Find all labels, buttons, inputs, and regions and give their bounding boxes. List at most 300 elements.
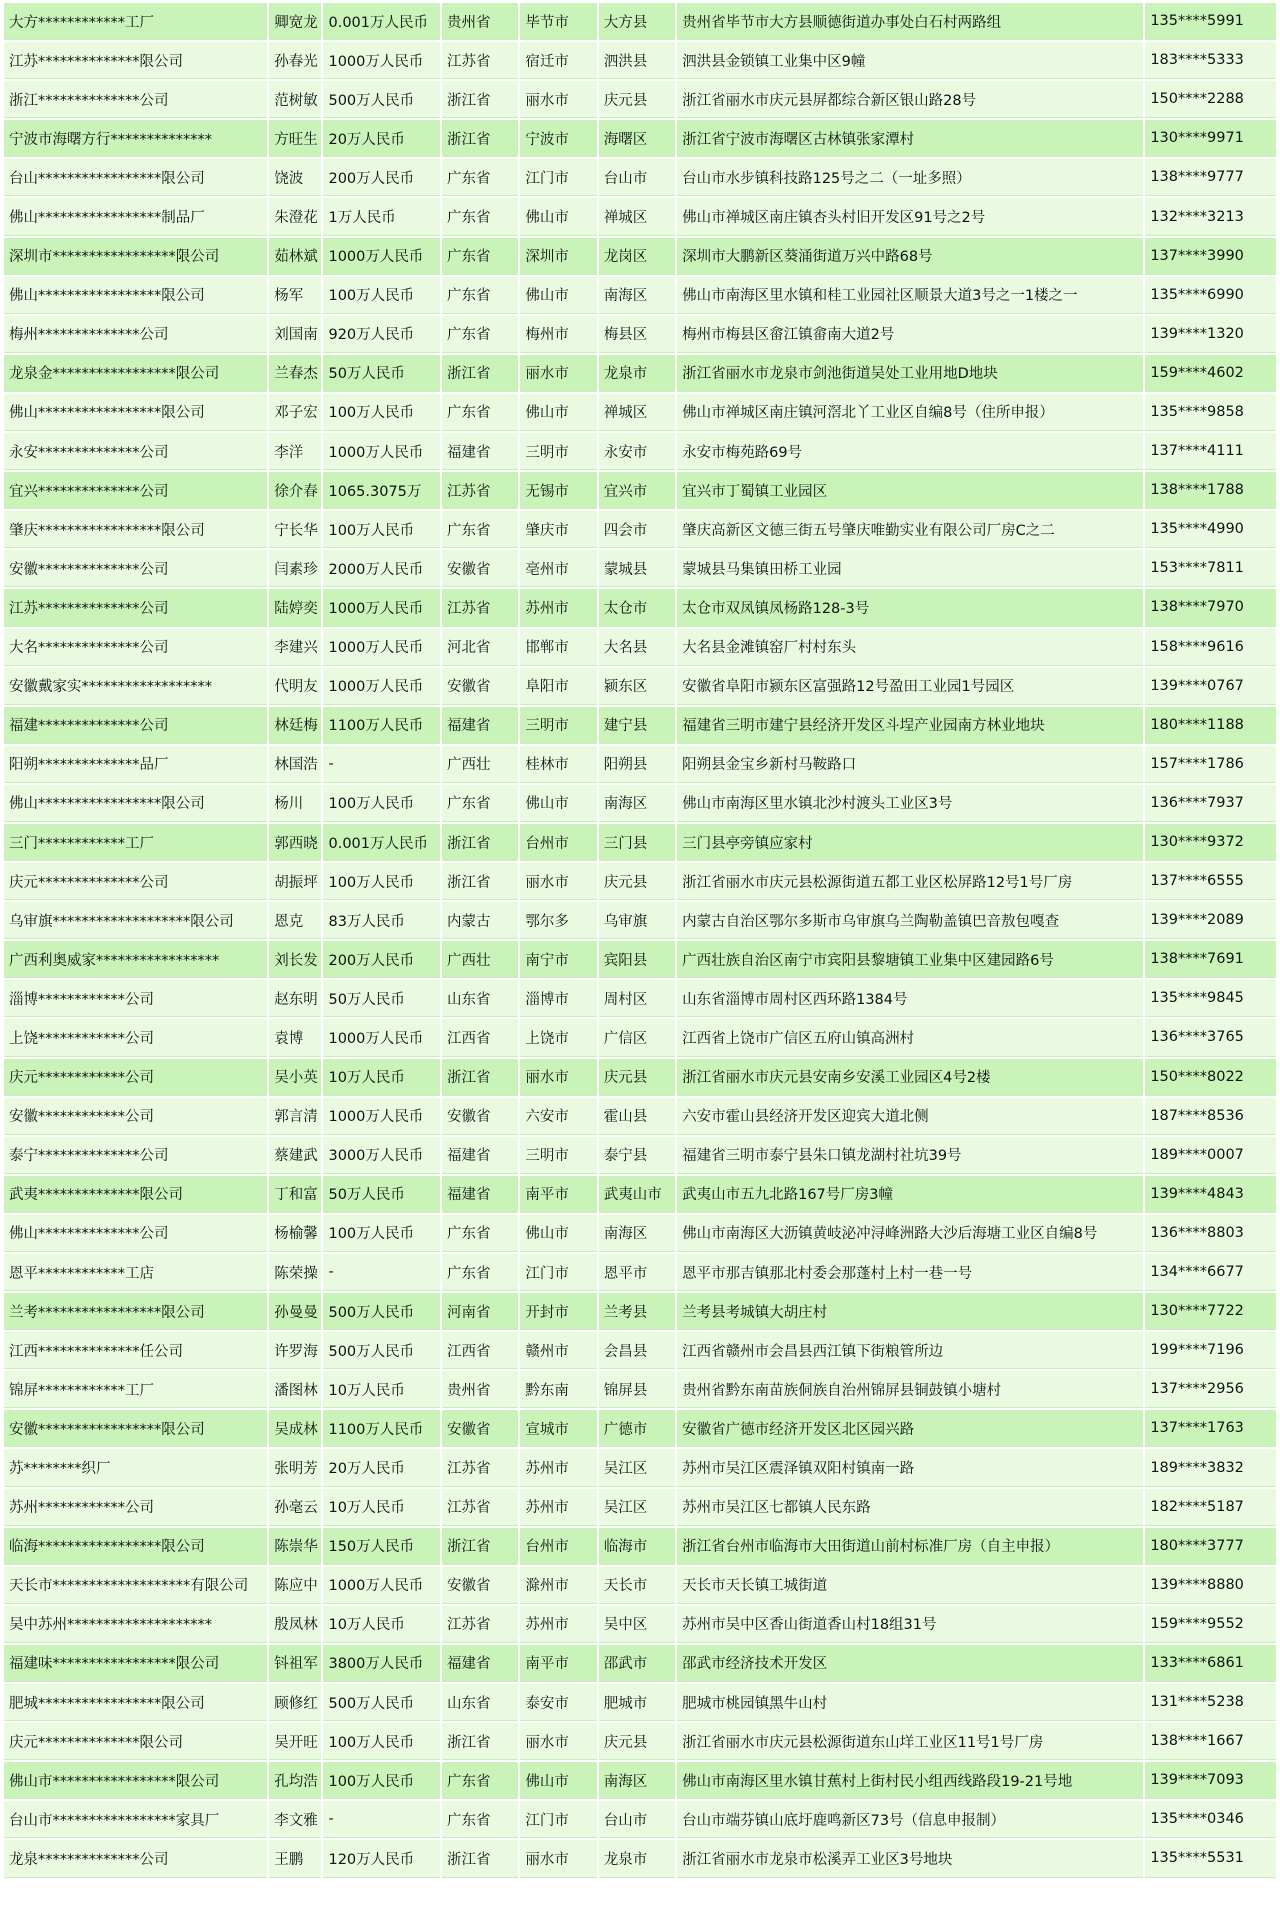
province-cell: 浙江省 — [442, 120, 518, 157]
province-cell: 浙江省 — [442, 81, 518, 118]
address-cell: 福建省三明市建宁县经济开发区斗埕产业园南方林业地块 — [677, 707, 1143, 744]
legal-person-cell: 吴成林 — [269, 1410, 321, 1447]
province-cell: 山东省 — [442, 980, 518, 1017]
table-row — [4, 394, 1276, 431]
company-name-cell: 佛山**************公司 — [4, 1215, 267, 1252]
address-cell: 梅州市梅县区畲江镇畲南大道2号 — [677, 316, 1143, 353]
city-cell: 佛山市 — [520, 1215, 596, 1252]
legal-person-cell: 陈应中 — [269, 1567, 321, 1604]
address-cell: 恩平市那吉镇那北村委会那蓬村上村一巷一号 — [677, 1254, 1143, 1291]
address-cell: 浙江省丽水市庆元县屏都综合新区银山路28号 — [677, 81, 1143, 118]
legal-person-cell: 李建兴 — [269, 629, 321, 666]
city-cell: 三明市 — [520, 433, 596, 470]
city-cell: 南宁市 — [520, 941, 596, 978]
city-cell: 鄂尔多 — [520, 902, 596, 939]
company-name-cell: 江苏**************公司 — [4, 589, 267, 626]
company-name-cell: 庆元************公司 — [4, 1059, 267, 1096]
table-row — [4, 1762, 1276, 1799]
province-cell: 福建省 — [442, 433, 518, 470]
company-name-cell: 梅州**************公司 — [4, 316, 267, 353]
province-cell: 江西省 — [442, 1332, 518, 1369]
phone-cell: 158****9616 — [1145, 629, 1276, 666]
address-cell: 泗洪县金锁镇工业集中区9幢 — [677, 42, 1143, 79]
table-row — [4, 1371, 1276, 1408]
legal-person-cell: 兰春杰 — [269, 355, 321, 392]
company-name-cell: 宜兴**************公司 — [4, 472, 267, 509]
city-cell: 南平市 — [520, 1645, 596, 1682]
company-name-cell: 阳朔**************品厂 — [4, 746, 267, 783]
city-cell: 亳州市 — [520, 550, 596, 587]
county-cell: 锦屏县 — [599, 1371, 675, 1408]
legal-person-cell: 钭祖军 — [269, 1645, 321, 1682]
phone-cell: 180****3777 — [1145, 1528, 1276, 1565]
address-cell: 三门县亭旁镇应家村 — [677, 824, 1143, 861]
city-cell: 桂林市 — [520, 746, 596, 783]
company-name-cell: 乌审旗*******************限公司 — [4, 902, 267, 939]
table-row — [4, 472, 1276, 509]
registered-capital-cell: - — [323, 1254, 440, 1291]
company-name-cell: 淄博************公司 — [4, 980, 267, 1017]
county-cell: 台山市 — [599, 1801, 675, 1838]
city-cell: 佛山市 — [520, 785, 596, 822]
province-cell: 安徽省 — [442, 1410, 518, 1447]
registered-capital-cell: 100万人民币 — [323, 863, 440, 900]
county-cell: 兰考县 — [599, 1293, 675, 1330]
phone-cell: 138****7691 — [1145, 941, 1276, 978]
city-cell: 滁州市 — [520, 1567, 596, 1604]
table-row — [4, 550, 1276, 587]
registered-capital-cell: 920万人民币 — [323, 316, 440, 353]
phone-cell: 139****1320 — [1145, 316, 1276, 353]
phone-cell: 130****7722 — [1145, 1293, 1276, 1330]
address-cell: 苏州市吴中区香山街道香山村18组31号 — [677, 1606, 1143, 1643]
registered-capital-cell: 100万人民币 — [323, 1215, 440, 1252]
legal-person-cell: 徐介春 — [269, 472, 321, 509]
legal-person-cell: 方旺生 — [269, 120, 321, 157]
county-cell: 龙泉市 — [599, 355, 675, 392]
city-cell: 三明市 — [520, 707, 596, 744]
city-cell: 淄博市 — [520, 980, 596, 1017]
county-cell: 太仓市 — [599, 589, 675, 626]
phone-cell: 137****6555 — [1145, 863, 1276, 900]
company-name-cell: 肥城*****************限公司 — [4, 1684, 267, 1721]
registered-capital-cell: 10万人民币 — [323, 1606, 440, 1643]
company-name-cell: 台山*****************限公司 — [4, 159, 267, 196]
phone-cell: 135****0346 — [1145, 1801, 1276, 1838]
province-cell: 福建省 — [442, 707, 518, 744]
registered-capital-cell: 500万人民币 — [323, 1293, 440, 1330]
province-cell: 福建省 — [442, 1176, 518, 1213]
county-cell: 永安市 — [599, 433, 675, 470]
county-cell: 海曙区 — [599, 120, 675, 157]
registered-capital-cell: 20万人民币 — [323, 120, 440, 157]
phone-cell: 136****7937 — [1145, 785, 1276, 822]
registered-capital-cell: 1000万人民币 — [323, 589, 440, 626]
legal-person-cell: 陆婷奕 — [269, 589, 321, 626]
county-cell: 龙泉市 — [599, 1840, 675, 1877]
city-cell: 赣州市 — [520, 1332, 596, 1369]
legal-person-cell: 邓子宏 — [269, 394, 321, 431]
province-cell: 贵州省 — [442, 1371, 518, 1408]
city-cell: 丽水市 — [520, 863, 596, 900]
phone-cell: 180****1188 — [1145, 707, 1276, 744]
table-row — [4, 1059, 1276, 1096]
table-row — [4, 980, 1276, 1017]
county-cell: 庆元县 — [599, 1059, 675, 1096]
address-cell: 佛山市禅城区南庄镇河滘北丫工业区自编8号（住所申报） — [677, 394, 1143, 431]
registered-capital-cell: 50万人民币 — [323, 355, 440, 392]
county-cell: 吴江区 — [599, 1489, 675, 1526]
registered-capital-cell: 10万人民币 — [323, 1371, 440, 1408]
company-name-cell: 佛山*****************限公司 — [4, 394, 267, 431]
registered-capital-cell: 1000万人民币 — [323, 433, 440, 470]
county-cell: 阳朔县 — [599, 746, 675, 783]
table-row — [4, 746, 1276, 783]
legal-person-cell: 孙春光 — [269, 42, 321, 79]
table-row — [4, 81, 1276, 118]
city-cell: 梅州市 — [520, 316, 596, 353]
table-row — [4, 120, 1276, 157]
legal-person-cell: 孔均浩 — [269, 1762, 321, 1799]
table-row — [4, 707, 1276, 744]
province-cell: 安徽省 — [442, 550, 518, 587]
registered-capital-cell: 1000万人民币 — [323, 42, 440, 79]
city-cell: 江门市 — [520, 1801, 596, 1838]
address-cell: 邵武市经济技术开发区 — [677, 1645, 1143, 1682]
city-cell: 江门市 — [520, 159, 596, 196]
address-cell: 浙江省丽水市庆元县松源街道五都工业区松屏路12号1号厂房 — [677, 863, 1143, 900]
registered-capital-cell: 100万人民币 — [323, 1762, 440, 1799]
legal-person-cell: 杨榆馨 — [269, 1215, 321, 1252]
legal-person-cell: 孙毫云 — [269, 1489, 321, 1526]
registered-capital-cell: 50万人民币 — [323, 980, 440, 1017]
company-name-cell: 佛山*****************限公司 — [4, 277, 267, 314]
province-cell: 广东省 — [442, 159, 518, 196]
address-cell: 苏州市吴江区震泽镇双阳村镇南一路 — [677, 1449, 1143, 1486]
legal-person-cell: 孙曼曼 — [269, 1293, 321, 1330]
city-cell: 台州市 — [520, 824, 596, 861]
address-cell: 肥城市桃园镇黑牛山村 — [677, 1684, 1143, 1721]
county-cell: 禅城区 — [599, 394, 675, 431]
registered-capital-cell: 1万人民币 — [323, 198, 440, 235]
registered-capital-cell: 1000万人民币 — [323, 1567, 440, 1604]
city-cell: 肇庆市 — [520, 511, 596, 548]
province-cell: 浙江省 — [442, 863, 518, 900]
county-cell: 大方县 — [599, 3, 675, 40]
company-name-cell: 上饶************公司 — [4, 1019, 267, 1056]
company-name-cell: 福建味*****************限公司 — [4, 1645, 267, 1682]
registered-capital-cell: 150万人民币 — [323, 1528, 440, 1565]
phone-cell: 136****3765 — [1145, 1019, 1276, 1056]
city-cell: 邯郸市 — [520, 629, 596, 666]
province-cell: 河北省 — [442, 629, 518, 666]
address-cell: 江西省上饶市广信区五府山镇高洲村 — [677, 1019, 1143, 1056]
county-cell: 南海区 — [599, 277, 675, 314]
company-name-cell: 永安**************公司 — [4, 433, 267, 470]
legal-person-cell: 潘图林 — [269, 1371, 321, 1408]
registered-capital-cell: 120万人民币 — [323, 1840, 440, 1877]
address-cell: 台山市端芬镇山底圩鹿鸣新区73号（信息申报制） — [677, 1801, 1143, 1838]
table-row — [4, 42, 1276, 79]
province-cell: 广西壮 — [442, 746, 518, 783]
city-cell: 佛山市 — [520, 394, 596, 431]
company-name-cell: 苏州************公司 — [4, 1489, 267, 1526]
company-name-cell: 天长市*******************有限公司 — [4, 1567, 267, 1604]
company-name-cell: 兰考*****************限公司 — [4, 1293, 267, 1330]
city-cell: 三明市 — [520, 1137, 596, 1174]
phone-cell: 182****5187 — [1145, 1489, 1276, 1526]
table-row — [4, 1410, 1276, 1447]
province-cell: 贵州省 — [442, 3, 518, 40]
county-cell: 南海区 — [599, 1215, 675, 1252]
address-cell: 山东省淄博市周村区西环路1384号 — [677, 980, 1143, 1017]
table-row — [4, 1137, 1276, 1174]
county-cell: 临海市 — [599, 1528, 675, 1565]
registered-capital-cell: 2000万人民币 — [323, 550, 440, 587]
legal-person-cell: 张明芳 — [269, 1449, 321, 1486]
province-cell: 广东省 — [442, 1215, 518, 1252]
table-row — [4, 1645, 1276, 1682]
city-cell: 无锡市 — [520, 472, 596, 509]
address-cell: 肇庆高新区文德三街五号肇庆唯勤实业有限公司厂房C之二 — [677, 511, 1143, 548]
legal-person-cell: 胡振坪 — [269, 863, 321, 900]
phone-cell: 135****9858 — [1145, 394, 1276, 431]
county-cell: 吴江区 — [599, 1449, 675, 1486]
legal-person-cell: 郭西晓 — [269, 824, 321, 861]
registered-capital-cell: 100万人民币 — [323, 785, 440, 822]
company-name-cell: 安徽************公司 — [4, 1098, 267, 1135]
province-cell: 安徽省 — [442, 1567, 518, 1604]
registered-capital-cell: 10万人民币 — [323, 1059, 440, 1096]
company-name-cell: 安徽*****************限公司 — [4, 1410, 267, 1447]
province-cell: 河南省 — [442, 1293, 518, 1330]
legal-person-cell: 恩克 — [269, 902, 321, 939]
registered-capital-cell: 1065.3075万 — [323, 472, 440, 509]
legal-person-cell: 刘长发 — [269, 941, 321, 978]
registered-capital-cell: 10万人民币 — [323, 1489, 440, 1526]
county-cell: 泗洪县 — [599, 42, 675, 79]
city-cell: 丽水市 — [520, 355, 596, 392]
legal-person-cell: 吴小英 — [269, 1059, 321, 1096]
city-cell: 丽水市 — [520, 1840, 596, 1877]
registered-capital-cell: 50万人民币 — [323, 1176, 440, 1213]
city-cell: 苏州市 — [520, 1449, 596, 1486]
legal-person-cell: 闫素珍 — [269, 550, 321, 587]
company-name-cell: 武夷**************限公司 — [4, 1176, 267, 1213]
registered-capital-cell: 200万人民币 — [323, 159, 440, 196]
legal-person-cell: 郭言清 — [269, 1098, 321, 1135]
table-row — [4, 824, 1276, 861]
phone-cell: 130****9971 — [1145, 120, 1276, 157]
county-cell: 大名县 — [599, 629, 675, 666]
county-cell: 四会市 — [599, 511, 675, 548]
province-cell: 安徽省 — [442, 1098, 518, 1135]
phone-cell: 137****2956 — [1145, 1371, 1276, 1408]
address-cell: 佛山市南海区大沥镇黄岐泌冲浔峰洲路大沙后海塘工业区自编8号 — [677, 1215, 1143, 1252]
table-row — [4, 238, 1276, 275]
phone-cell: 135****5531 — [1145, 1840, 1276, 1877]
company-name-cell: 安徽戴家实****************** — [4, 668, 267, 705]
registered-capital-cell: 500万人民币 — [323, 1332, 440, 1369]
address-cell: 兰考县考城镇大胡庄村 — [677, 1293, 1143, 1330]
table-row — [4, 941, 1276, 978]
phone-cell: 157****1786 — [1145, 746, 1276, 783]
province-cell: 江苏省 — [442, 589, 518, 626]
legal-person-cell: 林国浩 — [269, 746, 321, 783]
address-cell: 广西壮族自治区南宁市宾阳县黎塘镇工业集中区建园路6号 — [677, 941, 1143, 978]
legal-person-cell: 赵东明 — [269, 980, 321, 1017]
registered-capital-cell: 1000万人民币 — [323, 629, 440, 666]
province-cell: 浙江省 — [442, 355, 518, 392]
company-name-cell: 庆元**************限公司 — [4, 1723, 267, 1760]
city-cell: 开封市 — [520, 1293, 596, 1330]
registered-capital-cell: 1100万人民币 — [323, 1410, 440, 1447]
registered-capital-cell: 200万人民币 — [323, 941, 440, 978]
legal-person-cell: 林廷梅 — [269, 707, 321, 744]
phone-cell: 135****5991 — [1145, 3, 1276, 40]
table-row — [4, 902, 1276, 939]
company-name-cell: 龙泉**************公司 — [4, 1840, 267, 1877]
company-name-cell: 安徽**************公司 — [4, 550, 267, 587]
address-cell: 佛山市禅城区南庄镇杏头村旧开发区91号之2号 — [677, 198, 1143, 235]
address-cell: 贵州省黔东南苗族侗族自治州锦屏县铜鼓镇小塘村 — [677, 1371, 1143, 1408]
address-cell: 永安市梅苑路69号 — [677, 433, 1143, 470]
address-cell: 阳朔县金宝乡新村马鞍路口 — [677, 746, 1143, 783]
county-cell: 宾阳县 — [599, 941, 675, 978]
province-cell: 江苏省 — [442, 1606, 518, 1643]
phone-cell: 159****9552 — [1145, 1606, 1276, 1643]
legal-person-cell: 代明友 — [269, 668, 321, 705]
city-cell: 佛山市 — [520, 1762, 596, 1799]
address-cell: 蒙城县马集镇田桥工业园 — [677, 550, 1143, 587]
county-cell: 霍山县 — [599, 1098, 675, 1135]
table-row — [4, 1567, 1276, 1604]
table-row — [4, 355, 1276, 392]
city-cell: 宁波市 — [520, 120, 596, 157]
city-cell: 丽水市 — [520, 81, 596, 118]
phone-cell: 135****6990 — [1145, 277, 1276, 314]
legal-person-cell: 刘国南 — [269, 316, 321, 353]
registered-capital-cell: 0.001万人民币 — [323, 824, 440, 861]
address-cell: 深圳市大鹏新区葵涌街道万兴中路68号 — [677, 238, 1143, 275]
phone-cell: 189****0007 — [1145, 1137, 1276, 1174]
phone-cell: 133****6861 — [1145, 1645, 1276, 1682]
county-cell: 庆元县 — [599, 863, 675, 900]
table-row — [4, 629, 1276, 666]
registered-capital-cell: 1000万人民币 — [323, 238, 440, 275]
table-row — [4, 1723, 1276, 1760]
registered-capital-cell: 1100万人民币 — [323, 707, 440, 744]
legal-person-cell: 茹林斌 — [269, 238, 321, 275]
registered-capital-cell: 0.001万人民币 — [323, 3, 440, 40]
province-cell: 江苏省 — [442, 1449, 518, 1486]
city-cell: 南平市 — [520, 1176, 596, 1213]
phone-cell: 199****7196 — [1145, 1332, 1276, 1369]
county-cell: 会昌县 — [599, 1332, 675, 1369]
company-name-cell: 临海*****************限公司 — [4, 1528, 267, 1565]
province-cell: 广东省 — [442, 1762, 518, 1799]
table-row — [4, 316, 1276, 353]
city-cell: 黔东南 — [520, 1371, 596, 1408]
company-name-cell: 深圳市*****************限公司 — [4, 238, 267, 275]
table-row — [4, 1098, 1276, 1135]
table-row — [4, 863, 1276, 900]
city-cell: 宣城市 — [520, 1410, 596, 1447]
company-name-cell: 浙江**************公司 — [4, 81, 267, 118]
table-row — [4, 511, 1276, 548]
phone-cell: 150****8022 — [1145, 1059, 1276, 1096]
phone-cell: 137****3990 — [1145, 238, 1276, 275]
company-name-cell: 佛山*****************制品厂 — [4, 198, 267, 235]
county-cell: 吴中区 — [599, 1606, 675, 1643]
county-cell: 蒙城县 — [599, 550, 675, 587]
company-name-cell: 佛山*****************限公司 — [4, 785, 267, 822]
city-cell: 江门市 — [520, 1254, 596, 1291]
company-name-cell: 江苏**************限公司 — [4, 42, 267, 79]
legal-person-cell: 陈崇华 — [269, 1528, 321, 1565]
address-cell: 太仓市双凤镇凤杨路128-3号 — [677, 589, 1143, 626]
county-cell: 南海区 — [599, 1762, 675, 1799]
province-cell: 广东省 — [442, 277, 518, 314]
province-cell: 内蒙古 — [442, 902, 518, 939]
province-cell: 浙江省 — [442, 1723, 518, 1760]
company-name-cell: 三门************工厂 — [4, 824, 267, 861]
province-cell: 山东省 — [442, 1684, 518, 1721]
phone-cell: 139****8880 — [1145, 1567, 1276, 1604]
address-cell: 浙江省丽水市庆元县安南乡安溪工业园区4号2楼 — [677, 1059, 1143, 1096]
legal-person-cell: 殷凤林 — [269, 1606, 321, 1643]
province-cell: 广西壮 — [442, 941, 518, 978]
table-row — [4, 433, 1276, 470]
city-cell: 毕节市 — [520, 3, 596, 40]
company-name-cell: 庆元**************公司 — [4, 863, 267, 900]
province-cell: 浙江省 — [442, 1528, 518, 1565]
registered-capital-cell: - — [323, 1801, 440, 1838]
county-cell: 乌审旗 — [599, 902, 675, 939]
address-cell: 大名县金滩镇窑厂村村东头 — [677, 629, 1143, 666]
registered-capital-cell: 3800万人民币 — [323, 1645, 440, 1682]
registered-capital-cell: 100万人民币 — [323, 394, 440, 431]
company-name-cell: 吴中苏州******************** — [4, 1606, 267, 1643]
phone-cell: 135****9845 — [1145, 980, 1276, 1017]
table-row — [4, 785, 1276, 822]
county-cell: 三门县 — [599, 824, 675, 861]
phone-cell: 139****7093 — [1145, 1762, 1276, 1799]
city-cell: 苏州市 — [520, 589, 596, 626]
province-cell: 广东省 — [442, 316, 518, 353]
province-cell: 江苏省 — [442, 472, 518, 509]
registered-capital-cell: 100万人民币 — [323, 1723, 440, 1760]
registered-capital-cell: - — [323, 746, 440, 783]
legal-person-cell: 卿宽龙 — [269, 3, 321, 40]
province-cell: 广东省 — [442, 785, 518, 822]
address-cell: 佛山市南海区里水镇和桂工业园社区顺景大道3号之一1楼之一 — [677, 277, 1143, 314]
address-cell: 贵州省毕节市大方县顺德街道办事处白石村两路组 — [677, 3, 1143, 40]
company-name-cell: 宁波市海曙方行************** — [4, 120, 267, 157]
table-row — [4, 668, 1276, 705]
county-cell: 禅城区 — [599, 198, 675, 235]
province-cell: 江苏省 — [442, 1489, 518, 1526]
legal-person-cell: 李文雅 — [269, 1801, 321, 1838]
address-cell: 江西省赣州市会昌县西江镇下街粮管所边 — [677, 1332, 1143, 1369]
county-cell: 周村区 — [599, 980, 675, 1017]
table-row — [4, 1332, 1276, 1369]
county-cell: 邵武市 — [599, 1645, 675, 1682]
address-cell: 六安市霍山县经济开发区迎宾大道北侧 — [677, 1098, 1143, 1135]
table-row — [4, 589, 1276, 626]
phone-cell: 183****5333 — [1145, 42, 1276, 79]
legal-person-cell: 朱澄花 — [269, 198, 321, 235]
